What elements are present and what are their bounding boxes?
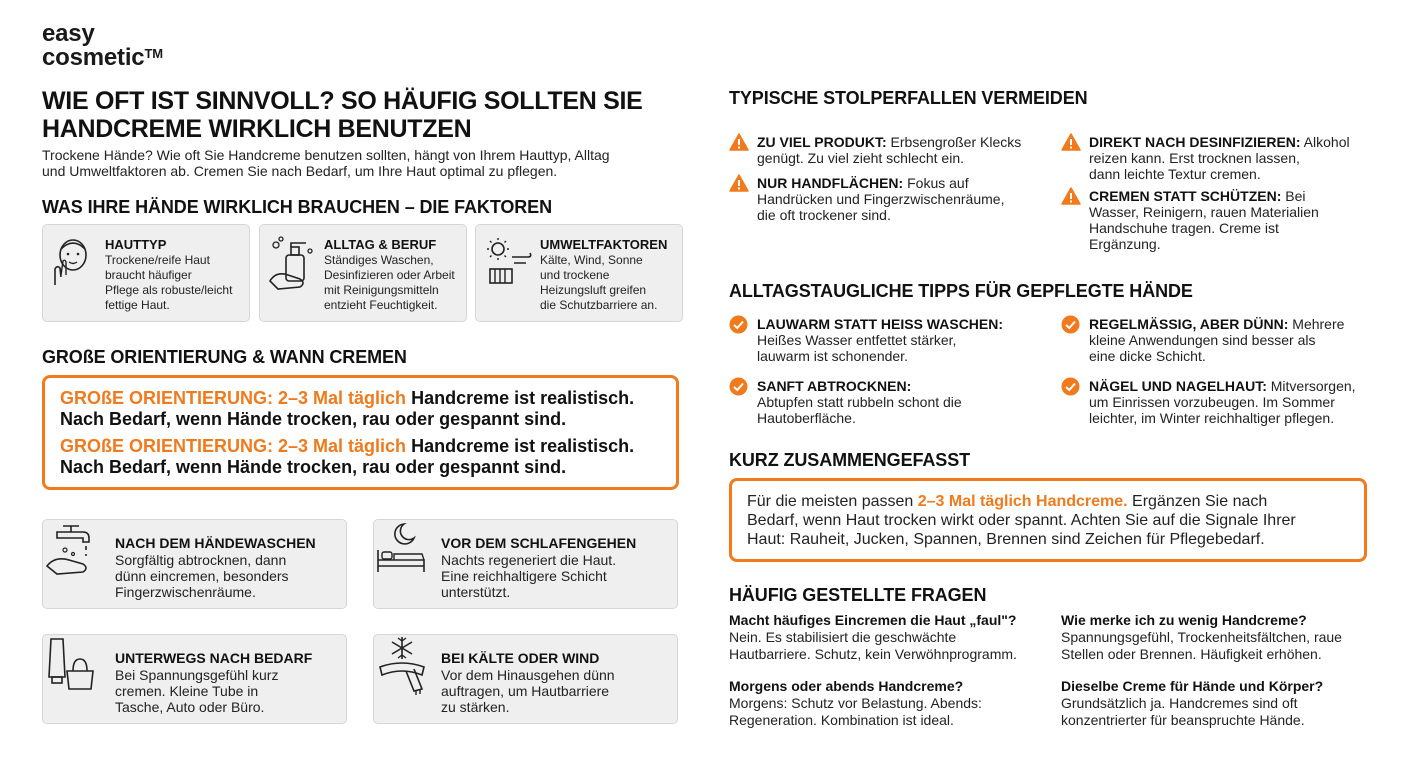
factor-card-hauttyp bbox=[42, 224, 250, 322]
timing-body: Vor dem Hinausgehen dünn auftragen, um Hautbarriere zu stärken. bbox=[441, 667, 615, 715]
snowflake-scarf-icon bbox=[374, 635, 430, 695]
brand-line1: easy bbox=[42, 20, 95, 47]
orientation-line-2: Nach Bedarf, wenn Hände trocken, rau oder gespannt sind. bbox=[60, 409, 567, 429]
timing-title: UNTERWEGS NACH BEDARF bbox=[115, 650, 313, 666]
faq-item: Dieselbe Creme für Hände und Körper? Grundsätzlich ja. Handcremes sind oft konzentrierter für beanspruchte Hände. bbox=[1061, 678, 1324, 728]
warning-icon bbox=[729, 133, 749, 151]
timing-title: VOR DEM SCHLAFENGEHEN bbox=[441, 535, 637, 551]
brand-tm: TM bbox=[144, 46, 163, 61]
timing-card-onthego bbox=[42, 634, 347, 724]
check-icon bbox=[729, 315, 748, 334]
factor-body: Ständiges Waschen, Desinfizieren oder Arbeit mit Reinigungsmitteln entzieht Feuchtigkeit. bbox=[324, 253, 455, 312]
check-icon bbox=[729, 377, 748, 396]
timing-title: BEI KÄLTE ODER WIND bbox=[441, 650, 600, 666]
faq-item: Morgens oder abends Handcreme? Morgens: Schutz vor Belastung. Abends: Regeneration. Kombination ist ideal. bbox=[729, 678, 982, 728]
faucet-hands-icon bbox=[43, 520, 99, 576]
factor-body: Trockene/reife Haut braucht häufiger Pflege als robuste/leicht fettige Haut. bbox=[105, 253, 233, 312]
timing-card-bedtime bbox=[373, 519, 678, 609]
factor-title: UMWELTFAKTOREN bbox=[540, 237, 668, 252]
orientation-line-4: Nach Bedarf, wenn Hände trocken, rau oder gespannt sind. bbox=[60, 457, 567, 477]
orientation-heading: GROßE ORIENTIERUNG & WANN CREMEN bbox=[42, 347, 407, 367]
summary-heading: KURZ ZUSAMMENGEFASST bbox=[729, 450, 971, 470]
orientation-box bbox=[42, 375, 679, 490]
pitfall-item: NUR HANDFLÄCHEN: Fokus auf Handrücken und Fingerzwischenräume, die oft trockener sind. bbox=[757, 175, 1005, 223]
timing-card-cold bbox=[373, 634, 678, 724]
timing-body: Bei Spannungsgefühl kurz cremen. Kleine Tube in Tasche, Auto oder Büro. bbox=[115, 667, 279, 715]
factor-title: HAUTTYP bbox=[105, 237, 167, 252]
moon-bed-icon bbox=[374, 520, 430, 576]
weather-icon bbox=[484, 237, 534, 287]
brand-logo bbox=[42, 22, 163, 70]
pitfall-item: CREMEN STATT SCHÜTZEN: Bei Wasser, Reinigern, rauen Materialien Handschuhe tragen. Creme ist Ergänzung. bbox=[1089, 188, 1319, 252]
warning-icon bbox=[1061, 187, 1081, 205]
pitfall-item: DIREKT NACH DESINFIZIEREN: Alkohol reizen kann. Erst trocknen lassen, dann leichte Textur cremen. bbox=[1089, 134, 1350, 182]
summary-text: Für die meisten passen 2–3 Mal täglich Handcreme. Ergänzen Sie nach Bedarf, wenn Haut trocken wirkt oder spannt. Achten Sie auf die Signale Ihrer Haut: Rauheit, Jucken, Spannen, Brennen sind Zeichen für Pflegebedarf. bbox=[747, 493, 1296, 548]
factor-title: ALLTAG & BERUF bbox=[324, 237, 437, 252]
factor-card-umwelt bbox=[475, 224, 683, 322]
summary-box bbox=[729, 478, 1367, 562]
page-title: WIE OFT IST SINNVOLL? SO HÄUFIG SOLLTEN SIE HANDCREME WIRKLICH BENUTZEN bbox=[42, 87, 643, 143]
tube-bag-icon bbox=[43, 635, 99, 691]
timing-title: NACH DEM HÄNDEWASCHEN bbox=[115, 535, 316, 551]
timing-body: Sorgfältig abtrocknen, dann dünn eincremen, besonders Fingerzwischenräume. bbox=[115, 552, 289, 600]
intro-text: Trockene Hände? Wie oft Sie Handcreme benutzen sollten, hängt von Ihrem Hauttyp, Alltag und Umweltfaktoren ab. Cremen Sie nach Bedarf, um Ihre Haut optimal zu pflegen. bbox=[42, 147, 610, 179]
factors-heading: WAS IHRE HÄNDE WIRKLICH BRAUCHEN – DIE FAKTOREN bbox=[42, 197, 552, 217]
factor-card-alltag bbox=[259, 224, 467, 322]
orientation-line-3: GROßE ORIENTIERUNG: 2–3 Mal täglich Handcreme ist realistisch. bbox=[60, 436, 635, 456]
tip-item: REGELMÄSSIG, ABER DÜNN: Mehrere kleine Anwendungen sind besser als eine dicke Schicht. bbox=[1089, 316, 1345, 364]
timing-body: Nachts regeneriert die Haut. Eine reichhaltigere Schicht unterstützt. bbox=[441, 552, 617, 600]
orientation-line-1: GROßE ORIENTIERUNG: 2–3 Mal täglich Handcreme ist realistisch. bbox=[60, 388, 635, 408]
faq-item: Macht häufiges Eincremen die Haut „faul"? Nein. Es stabilisiert die geschwächte Hautbarriere. Schutz, kein Verwöhnprogramm. bbox=[729, 612, 1017, 662]
tips-heading: ALLTAGSTAUGLICHE TIPPS FÜR GEPFLEGTE HÄNDE bbox=[729, 281, 1193, 301]
tip-item: LAUWARM STATT HEISS WASCHEN: Heißes Wasser entfettet stärker, lauwarm ist schonender. bbox=[757, 316, 1004, 364]
face-icon bbox=[49, 235, 97, 289]
soap-dispenser-icon bbox=[266, 235, 318, 291]
timing-card-handwash bbox=[42, 519, 347, 609]
tip-item: NÄGEL UND NAGELHAUT: Mitversorgen, um Einrissen vorzubeugen. Im Sommer leichter, im Winter reichhaltiger pflegen. bbox=[1089, 378, 1356, 426]
faq-heading: HÄUFIG GESTELLTE FRAGEN bbox=[729, 585, 987, 605]
warning-icon bbox=[1061, 133, 1081, 151]
faq-item: Wie merke ich zu wenig Handcreme? Spannungsgefühl, Trockenheitsfältchen, raue Stellen oder Brennen. Häufigkeit erhöhen. bbox=[1061, 612, 1342, 662]
tip-item: SANFT ABTROCKNEN: Abtupfen statt rubbeln schont die Hautoberfläche. bbox=[757, 378, 962, 426]
check-icon bbox=[1061, 377, 1080, 396]
check-icon bbox=[1061, 315, 1080, 334]
brand-line2: cosmetic bbox=[42, 44, 145, 71]
pitfall-item: ZU VIEL PRODUKT: Erbsengroßer Klecks genügt. Zu viel zieht schlecht ein. bbox=[757, 134, 1022, 166]
pitfalls-heading: TYPISCHE STOLPERFALLEN VERMEIDEN bbox=[729, 88, 1088, 108]
factor-body: Kälte, Wind, Sonne und trockene Heizungsluft greifen die Schutzbarriere an. bbox=[540, 253, 658, 312]
warning-icon bbox=[729, 174, 749, 192]
